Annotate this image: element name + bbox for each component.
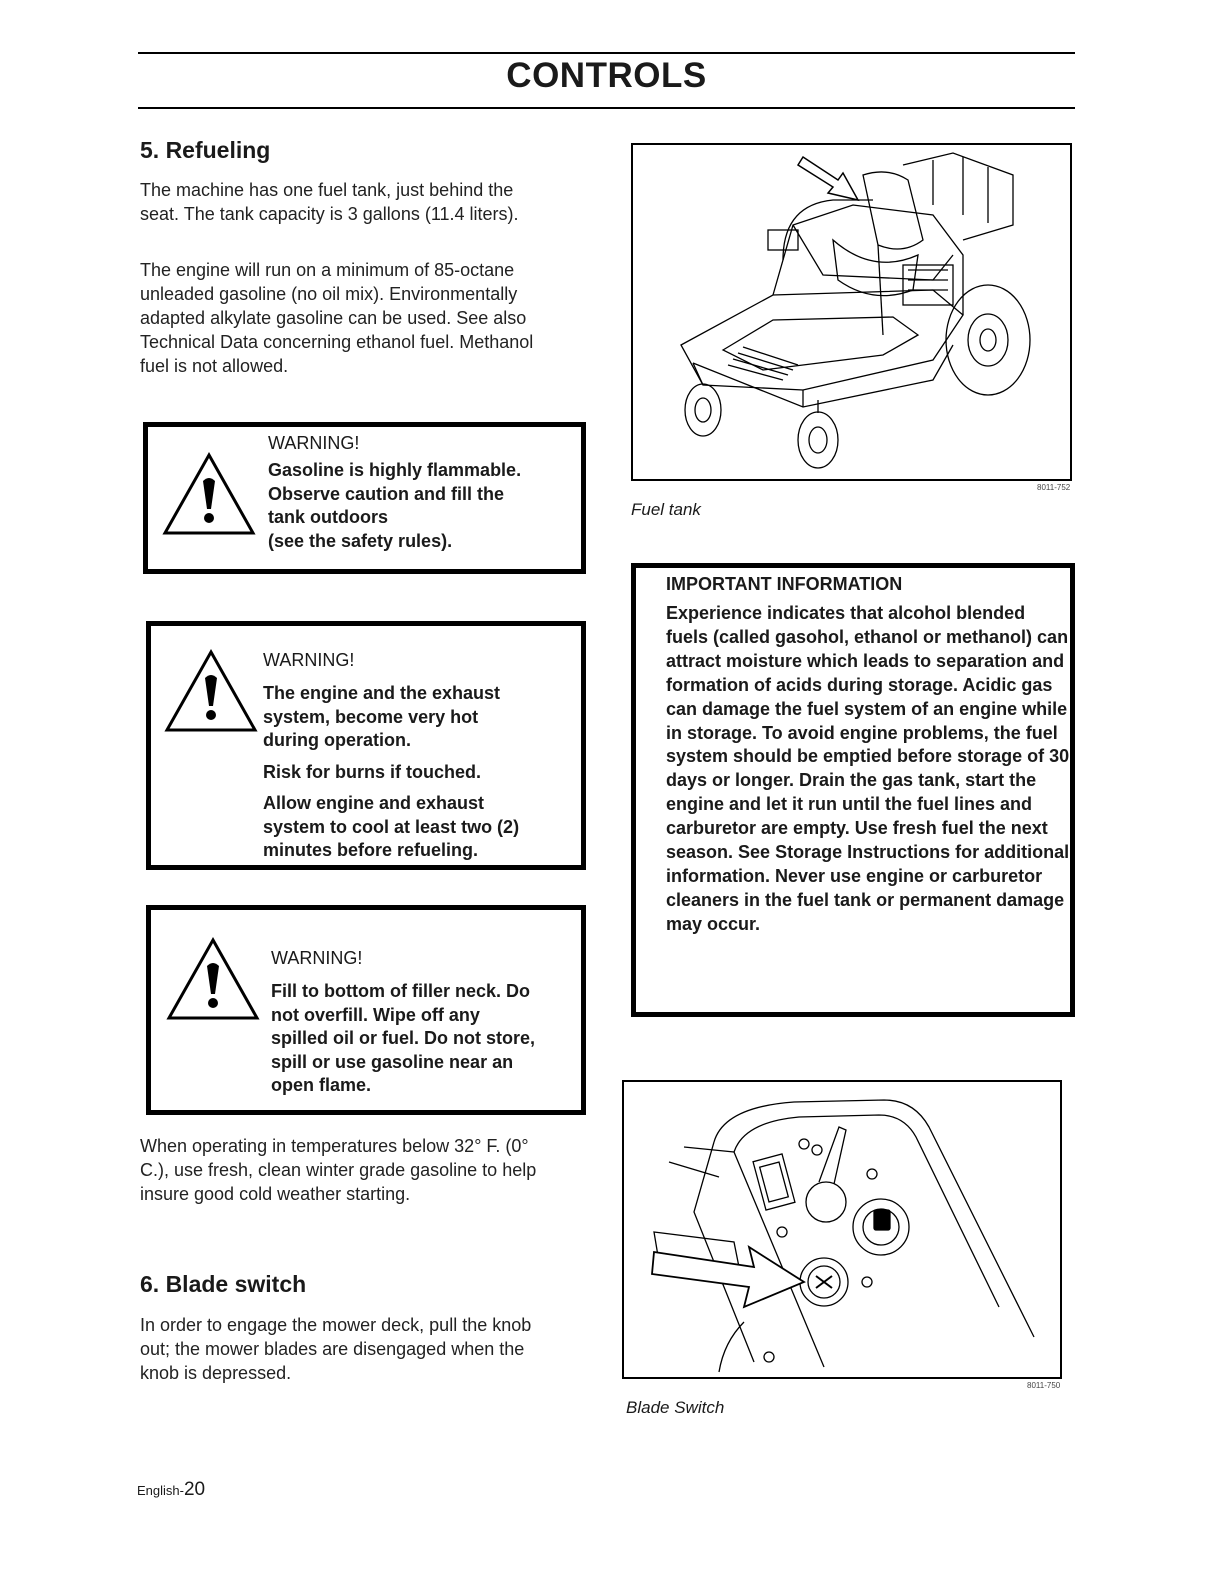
warning-text: [268, 459, 588, 553]
warning-box-overfill: [146, 905, 586, 1115]
warning-box-hot-exhaust: [146, 621, 586, 870]
figure-code: 8011-752: [1037, 483, 1071, 492]
warning-line: system, become very hot: [263, 706, 479, 727]
fuel-tank-figure: [631, 143, 1072, 481]
warning-text: [271, 980, 581, 1098]
warning-line: Observe caution and fill the: [268, 483, 505, 504]
section-heading-blade-switch: 6. Blade switch: [140, 1271, 307, 1297]
blade-switch-illustration: [624, 1082, 1060, 1377]
warning-line: (see the safety rules).: [268, 530, 453, 551]
warning-line: tank outdoors: [268, 507, 388, 527]
important-title: IMPORTANT INFORMATION: [666, 574, 903, 594]
warning-line: Fill to bottom of filler neck. Do: [271, 981, 530, 1001]
warning-line: The engine and the exhaust: [263, 683, 501, 703]
figure-code: 8011-750: [1027, 1381, 1061, 1390]
warning-heading: WARNING!: [268, 433, 360, 453]
title-underline: [138, 107, 1075, 109]
warning-triangle-icon: [161, 451, 257, 537]
refueling-paragraph-1: The machine has one fuel tank, just behind the seat. The tank capacity is 3 gallons (11.4 liters).: [140, 180, 519, 224]
warning-heading: WARNING!: [271, 948, 363, 968]
page-number: 20: [183, 1479, 206, 1500]
warning-line: during operation.: [263, 730, 411, 750]
figure-caption: Fuel tank: [631, 500, 701, 519]
warning-triangle-icon: [163, 648, 259, 734]
warning-line: system to cool at least two (2): [263, 816, 520, 837]
warning-text: [263, 682, 583, 863]
top-rule: [138, 52, 1075, 54]
figure-caption: Blade Switch: [626, 1398, 725, 1417]
pointer-arrow-icon: [798, 157, 858, 200]
important-text: Experience indicates that alcohol blended fuels (called gasohol, ethanol or methanol) can attract moisture which leads to separation and formation of acids during storage. Acidic gas can damage the fuel system of an engine while in storage. To avoid engine problems, the fuel system should be emptied before storage of 30 days or longer. Drain the gas tank, start the engine and let it run until the fuel lines and carburetor are empty. Use fresh fuel the next season. See Storage Instructions for additional information. Never use engine or carburetor cleaners in the fuel tank or permanent damage may occur.: [666, 603, 1070, 934]
footer-language: English-: [137, 1483, 184, 1498]
page-footer: [137, 1479, 205, 1501]
mower-illustration: [633, 145, 1070, 479]
warning-line: spill or use gasoline near an: [271, 1051, 514, 1072]
warning-line: Allow engine and exhaust: [263, 793, 485, 813]
warning-line: minutes before refueling.: [263, 840, 479, 860]
warning-box-flammable: [143, 422, 586, 574]
section-heading-refueling: 5. Refueling: [140, 137, 271, 163]
warning-line: spilled oil or fuel. Do not store,: [271, 1028, 536, 1048]
blade-switch-paragraph: In order to engage the mower deck, pull the knob out; the mower blades are disengaged when the knob is depressed.: [140, 1315, 532, 1383]
warning-heading: WARNING!: [263, 650, 355, 670]
page-title: CONTROLS: [506, 56, 707, 95]
warning-line: open flame.: [271, 1075, 372, 1095]
warning-triangle-icon: [165, 936, 261, 1022]
warning-line: Risk for burns if touched.: [263, 761, 482, 782]
refueling-paragraph-2: The engine will run on a minimum of 85-octane unleaded gasoline (no oil mix). Environmentally adapted alkylate gasoline can be used. See also Technical Data concerning ethanol fuel. Methanol fuel is not allowed.: [140, 260, 534, 376]
warning-line: Gasoline is highly flammable.: [268, 460, 522, 480]
warning-line: not overfill. Wipe off any: [271, 1004, 480, 1025]
cold-weather-paragraph: When operating in temperatures below 32° F. (0° C.), use fresh, clean winter grade gasoline to help insure good cold weather starting.: [140, 1136, 537, 1204]
blade-switch-figure: [622, 1080, 1062, 1379]
important-information-box: [631, 563, 1075, 1017]
